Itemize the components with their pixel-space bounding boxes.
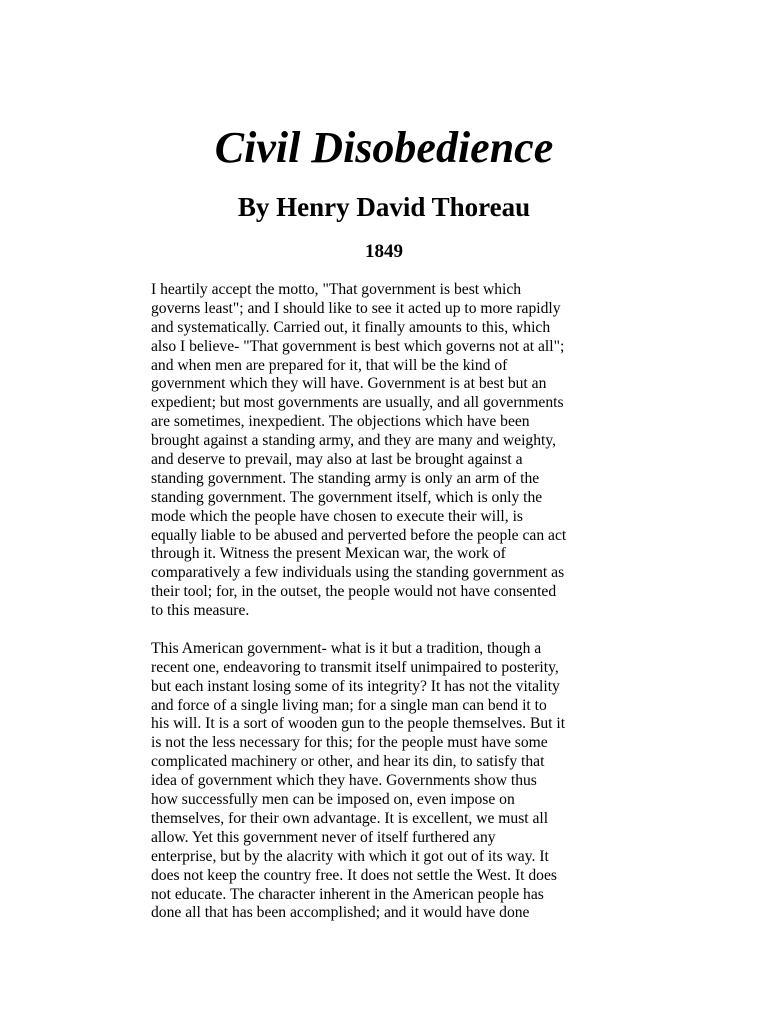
text-line: complicated machinery or other, and hear its din, to satisfy that [151,753,545,771]
text-line: standing government. The standing army is only an arm of the [151,469,540,487]
document-author: By Henry David Thoreau [237,192,531,222]
text-line: are sometimes, inexpedient. The objections which have been [151,413,530,431]
text-line: government which they will have. Government is at best but an [151,375,547,393]
text-line: idea of government which they have. Governments show thus [151,772,537,790]
text-line: This American government- what is it but a tradition, though a [151,639,542,657]
paragraph [151,281,621,621]
text-line: to this measure. [151,602,250,620]
text-line: is not the less necessary for this; for the people must have some [151,734,548,752]
text-line: equally liable to be abused and perverted before the people can act [151,526,567,544]
document-body [151,281,621,942]
text-line: and when men are prepared for it, that will be the kind of [151,356,508,374]
document-title: Civil Disobedience [214,123,554,172]
paragraph [151,640,621,923]
text-line: his will. It is a sort of wooden gun to the people themselves. But it [151,715,566,733]
text-line: and deserve to prevail, may also at last be brought against a [151,451,523,469]
text-line: I heartily accept the motto, "That government is best which [151,281,522,298]
text-line: enterprise, but by the alacrity with which it got out of its way. It [151,847,549,865]
text-line: expedient; but most governments are usually, and all governments [151,394,564,412]
text-line: mode which the people have chosen to execute their will, is [151,507,523,525]
document-year: 1849 [365,241,403,262]
text-line: allow. Yet this government never of itself furthered any [151,828,496,846]
text-line: and force of a single living man; for a single man can bend it to [151,696,547,714]
text-line: brought against a standing army, and they are many and weighty, [151,432,557,450]
text-line: not educate. The character inherent in the American people has [151,885,544,903]
text-line: through it. Witness the present Mexican war, the work of [151,545,506,563]
text-line: recent one, endeavoring to transmit itself unimpaired to posterity, [151,658,559,676]
text-line: done all that has been accomplished; and it would have done [151,904,530,922]
text-line: comparatively a few individuals using the standing government as [151,564,565,582]
text-line: how successfully men can be imposed on, even impose on [151,791,515,809]
text-line: does not keep the country free. It does not settle the West. It does [151,866,557,884]
text-line: but each instant losing some of its integrity? It has not the vitality [151,677,560,695]
text-line: governs least"; and I should like to see it acted up to more rapidly [151,299,561,317]
text-line: also I believe- "That government is best which governs not at all"; [151,337,565,355]
text-line: themselves, for their own advantage. It is excellent, we must all [151,809,549,827]
text-line: standing government. The government itself, which is only the [151,488,543,506]
text-line: their tool; for, in the outset, the people would not have consented [151,583,557,601]
text-line: and systematically. Carried out, it finally amounts to this, which [151,318,551,336]
